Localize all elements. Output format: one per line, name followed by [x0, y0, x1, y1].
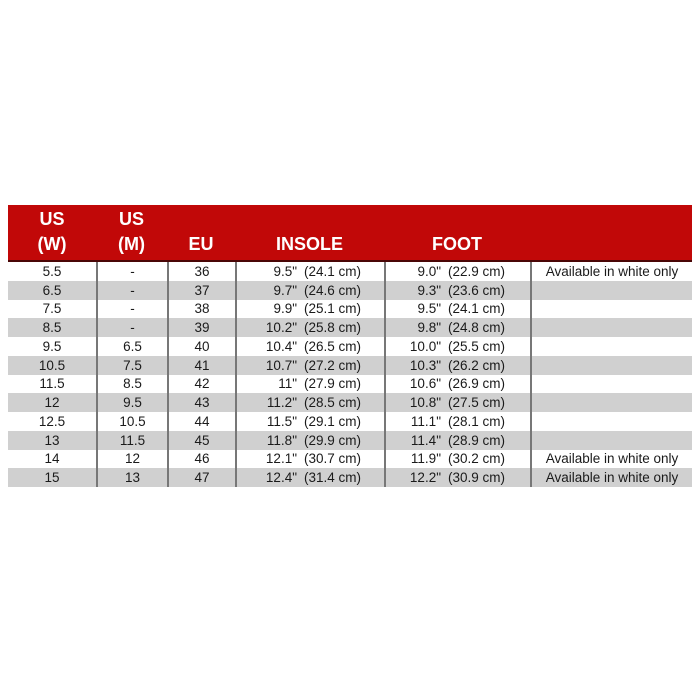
cell-us-w: 13: [44, 432, 60, 448]
insole-inches: 10.2": [265, 320, 297, 336]
cell-eu: 44: [167, 412, 235, 431]
insole-inches: 11.2": [266, 395, 297, 411]
cell-us-w: 5.5: [42, 263, 62, 279]
cell-us-m: 10.5: [96, 412, 167, 431]
insole-inches: 9.7": [273, 282, 297, 298]
foot-inches: 11.9": [410, 451, 441, 467]
cell-us-m: -: [96, 262, 167, 281]
insole-cm: (30.7 cm): [304, 451, 362, 467]
foot-cm: (27.5 cm): [448, 395, 506, 411]
cell-us-m: 12: [96, 450, 167, 469]
cell-eu: 38: [167, 300, 235, 319]
cell-us-w: 14: [44, 451, 60, 467]
cell-us-w: 12.5: [38, 413, 66, 429]
cell-foot: [384, 468, 530, 487]
cell-note: [530, 393, 692, 412]
cell-insole: [235, 281, 384, 300]
table-row: [8, 337, 692, 356]
cell-us-w: 8.5: [42, 320, 62, 336]
insole-inches: 9.5": [273, 263, 297, 279]
cell-eu: 47: [167, 468, 235, 487]
cell-insole: [235, 431, 384, 450]
cell-foot: [384, 281, 530, 300]
header-label: INSOLE: [275, 234, 343, 254]
insole-cm: (25.1 cm): [304, 301, 362, 317]
header-eu: [167, 205, 235, 260]
foot-cm: (24.1 cm): [448, 301, 506, 317]
insole-cm: (27.9 cm): [304, 376, 362, 392]
cell-insole: [235, 337, 384, 356]
table-row: [8, 262, 692, 281]
cell-insole: [235, 262, 384, 281]
cell-note: [530, 431, 692, 450]
foot-inches: 10.0": [409, 338, 441, 354]
cell-eu: 41: [167, 356, 235, 375]
cell-us-m: 11.5: [96, 431, 167, 450]
header-us-m: [96, 205, 167, 260]
foot-cm: (24.8 cm): [448, 320, 506, 336]
foot-cm: (23.6 cm): [448, 282, 506, 298]
cell-us-w: 7.5: [42, 301, 62, 317]
cell-us-m: -: [96, 281, 167, 300]
table-row: [8, 318, 692, 337]
insole-cm: (24.1 cm): [304, 263, 362, 279]
cell-foot: [384, 431, 530, 450]
cell-insole: [235, 450, 384, 469]
foot-inches: 10.3": [409, 357, 441, 373]
table-body: [8, 262, 692, 487]
header-insole: [235, 205, 384, 260]
cell-note: [530, 356, 692, 375]
foot-inches: 12.2": [409, 470, 441, 486]
foot-inches: 10.6": [409, 376, 441, 392]
foot-inches: 9.0": [417, 263, 441, 279]
cell-insole: [235, 375, 384, 394]
foot-inches: 9.3": [417, 282, 441, 298]
header-label: US: [39, 209, 65, 229]
table-row: [8, 412, 692, 431]
cell-eu: 46: [167, 450, 235, 469]
insole-cm: (24.6 cm): [304, 282, 362, 298]
insole-inches: 12.4": [265, 470, 297, 486]
insole-inches: 12.1": [265, 451, 297, 467]
insole-inches: 11.8": [266, 432, 297, 448]
table-row: [8, 281, 692, 300]
cell-us-m: 13: [96, 468, 167, 487]
header-label: (W): [37, 234, 67, 254]
cell-us-w: 11.5: [39, 376, 65, 392]
cell-us-m: 6.5: [96, 337, 167, 356]
cell-insole: [235, 393, 384, 412]
cell-eu: 45: [167, 431, 235, 450]
insole-cm: (25.8 cm): [304, 320, 362, 336]
foot-inches: 10.8": [409, 395, 441, 411]
cell-foot: [384, 375, 530, 394]
cell-foot: [384, 356, 530, 375]
foot-cm: (30.2 cm): [448, 451, 506, 467]
foot-cm: (28.1 cm): [448, 413, 506, 429]
cell-note: Available in white only: [530, 262, 692, 281]
cell-foot: [384, 393, 530, 412]
header-label: FOOT: [432, 234, 482, 254]
header-label: EU: [188, 234, 214, 254]
table-row: [8, 450, 692, 469]
table-header-row: [8, 205, 692, 262]
cell-eu: 40: [167, 337, 235, 356]
cell-insole: [235, 300, 384, 319]
insole-inches: 9.9": [273, 301, 297, 317]
cell-note: Available in white only: [530, 450, 692, 469]
cell-insole: [235, 318, 384, 337]
table-row: [8, 300, 692, 319]
insole-cm: (29.9 cm): [304, 432, 362, 448]
cell-us-m: 7.5: [96, 356, 167, 375]
foot-inches: 11.1": [410, 413, 441, 429]
cell-us-m: -: [96, 300, 167, 319]
cell-foot: [384, 412, 530, 431]
cell-us-m: 9.5: [96, 393, 167, 412]
cell-foot: [384, 262, 530, 281]
cell-foot: [384, 450, 530, 469]
cell-eu: 42: [167, 375, 235, 394]
cell-note: [530, 412, 692, 431]
cell-us-w: 12: [44, 395, 60, 411]
cell-us-m: 8.5: [96, 375, 167, 394]
cell-note: [530, 375, 692, 394]
insole-inches: 10.4": [265, 338, 297, 354]
insole-inches: 11.5": [266, 413, 297, 429]
foot-cm: (26.2 cm): [448, 357, 506, 373]
header-label: US: [118, 209, 144, 229]
insole-inches: 11": [278, 376, 297, 392]
cell-us-w: 6.5: [42, 282, 62, 298]
insole-inches: 10.7": [265, 357, 297, 373]
table-row: [8, 431, 692, 450]
foot-inches: 9.5": [417, 301, 441, 317]
cell-foot: [384, 337, 530, 356]
insole-cm: (27.2 cm): [304, 357, 362, 373]
insole-cm: (26.5 cm): [304, 338, 362, 354]
cell-insole: [235, 412, 384, 431]
table-row: [8, 375, 692, 394]
header-label: (M): [118, 234, 145, 254]
insole-cm: (28.5 cm): [304, 395, 362, 411]
table-row: [8, 356, 692, 375]
cell-note: [530, 337, 692, 356]
insole-cm: (29.1 cm): [304, 413, 362, 429]
cell-insole: [235, 356, 384, 375]
cell-eu: 36: [167, 262, 235, 281]
foot-cm: (26.9 cm): [448, 376, 506, 392]
cell-foot: [384, 318, 530, 337]
foot-cm: (30.9 cm): [448, 470, 506, 486]
table-row: [8, 393, 692, 412]
foot-cm: (28.9 cm): [448, 432, 506, 448]
cell-eu: 39: [167, 318, 235, 337]
foot-inches: 9.8": [417, 320, 441, 336]
cell-note: [530, 318, 692, 337]
header-foot: [384, 205, 530, 260]
cell-us-m: -: [96, 318, 167, 337]
insole-cm: (31.4 cm): [304, 470, 362, 486]
foot-cm: (25.5 cm): [448, 338, 506, 354]
foot-inches: 11.4": [410, 432, 441, 448]
header-notes: [530, 205, 692, 260]
cell-note: [530, 300, 692, 319]
cell-eu: 43: [167, 393, 235, 412]
size-chart-table: [8, 205, 692, 487]
cell-us-w: 9.5: [42, 338, 62, 354]
foot-cm: (22.9 cm): [448, 263, 506, 279]
cell-note: Available in white only: [530, 468, 692, 487]
cell-us-w: 10.5: [38, 357, 66, 373]
header-us-w: [8, 205, 96, 260]
cell-foot: [384, 300, 530, 319]
cell-us-w: 15: [44, 470, 60, 486]
table-row: [8, 468, 692, 487]
cell-note: [530, 281, 692, 300]
cell-insole: [235, 468, 384, 487]
cell-eu: 37: [167, 281, 235, 300]
